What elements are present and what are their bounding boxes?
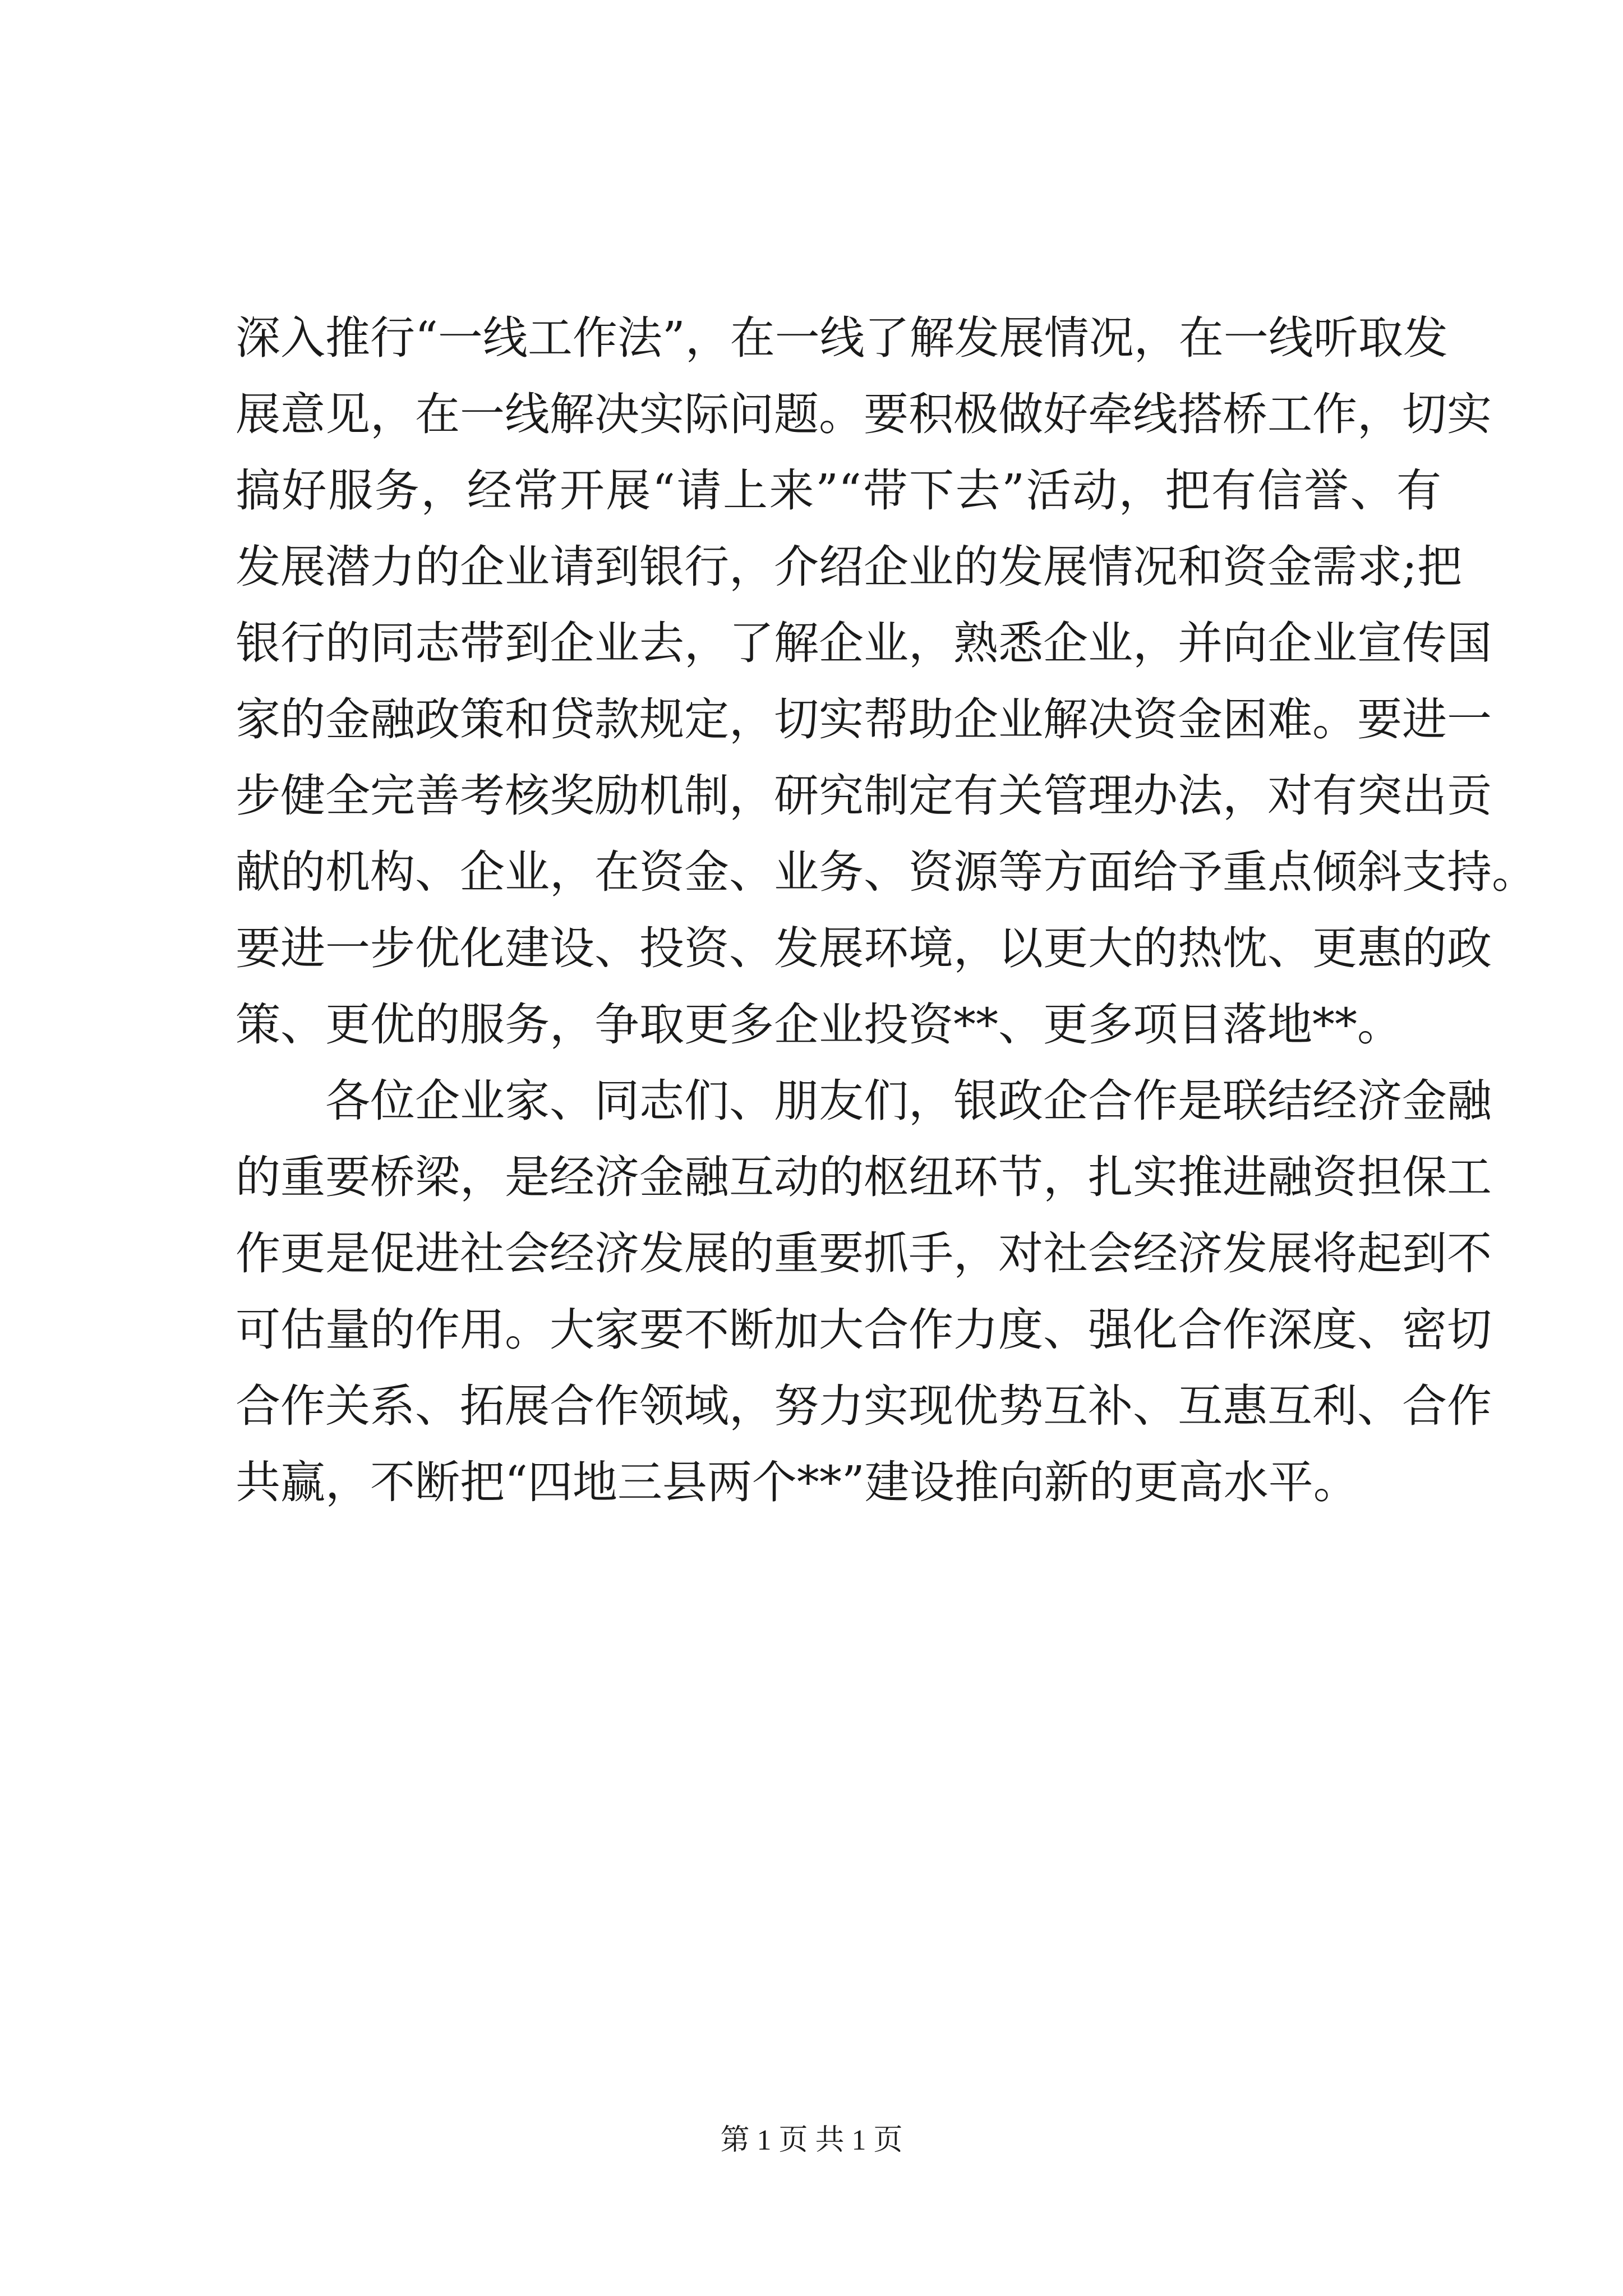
text-line: 展意见，在一线解决实际问题。要积极做好牵线搭桥工作，切实 (236, 388, 1492, 440)
text-line: 可估量的作用。大家要不断加大合作力度、强化合作深度、密切 (236, 1304, 1492, 1356)
document-body (236, 300, 1537, 1521)
text-line: 共赢，不断把“四地三县两个**”建设推向新的更高水平。 (236, 1456, 1358, 1508)
paragraph-1 (236, 300, 1537, 1063)
text-line: 献的机构、企业，在资金、业务、资源等方面给予重点倾斜支持。 (236, 846, 1537, 898)
text-line: 合作关系、拓展合作领域，努力实现优势互补、互惠互利、合作 (236, 1380, 1492, 1432)
text-line: 搞好服务，经常开展“请上来”“带下去”活动，把有信誉、有 (236, 464, 1441, 517)
text-line: 各位企业家、同志们、朋友们，银政企合作是联结经济金融 (325, 1075, 1492, 1127)
text-line: 要进一步优化建设、投资、发展环境，以更大的热忱、更惠的政 (236, 922, 1492, 974)
paragraph-2 (236, 1063, 1492, 1521)
text-line: 发展潜力的企业请到银行，介绍企业的发展情况和资金需求;把 (236, 541, 1462, 593)
page-footer (0, 2116, 1623, 2158)
text-line: 家的金融政策和贷款规定，切实帮助企业解决资金困难。要进一 (236, 693, 1492, 746)
text-line: 作更是促进社会经济发展的重要抓手，对社会经济发展将起到不 (236, 1227, 1492, 1280)
text-line: 策、更优的服务，争取更多企业投资**、更多项目落地**。 (236, 999, 1402, 1051)
text-line: 步健全完善考核奖励机制，研究制定有关管理办法，对有突出贡 (236, 770, 1492, 822)
text-line: 银行的同志带到企业去，了解企业，熟悉企业，并向企业宣传国 (236, 617, 1492, 669)
page-number: 第 1 页 共 1 页 (720, 2124, 903, 2156)
text-line: 的重要桥梁，是经济金融互动的枢纽环节，扎实推进融资担保工 (236, 1151, 1492, 1203)
text-line: 深入推行“一线工作法”，在一线了解发展情况，在一线听取发 (236, 312, 1448, 364)
